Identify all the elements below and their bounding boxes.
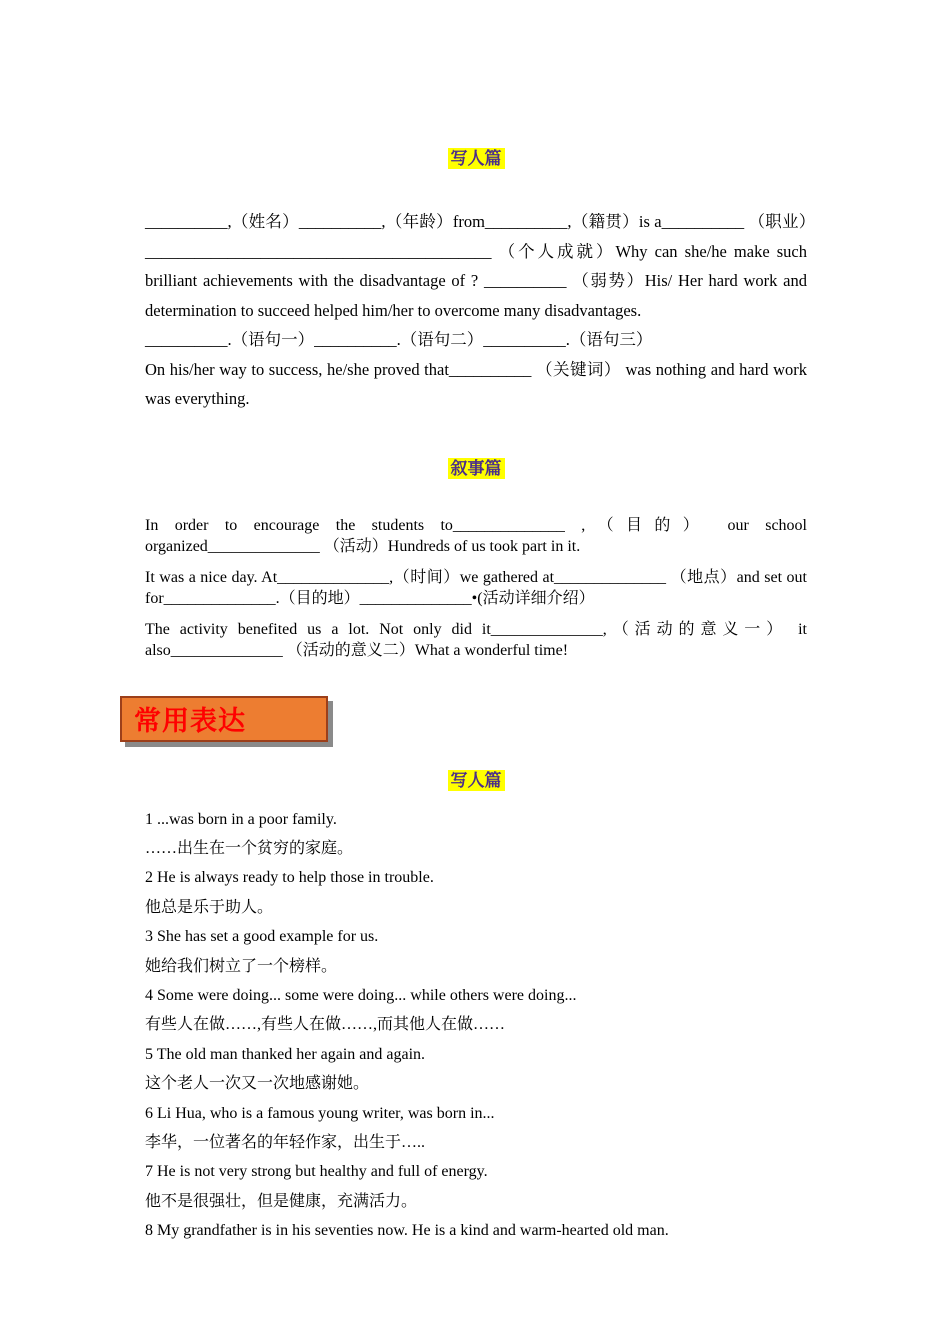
expression-zh: ……出生在一个贫穷的家庭。: [145, 839, 354, 857]
expressions-list: [145, 805, 807, 1246]
person-template-block: [145, 207, 807, 414]
expression-en: 3 She has set a good example for us.: [145, 928, 379, 946]
expression-zh: 这个老人一次又一次地感谢她。: [145, 1075, 370, 1093]
narrative-template-block: [145, 515, 807, 662]
common-expressions-box-label: 常用表达: [134, 706, 246, 736]
narrative-template-paragraph-3: The activity benefited us a lot. Not only did it______________,（活动的意义一） it also______________ （活动的意义二）What a wonderful time!: [145, 620, 807, 659]
section-header-people-expressions: [145, 766, 807, 791]
section-header-people-expressions-label: 写人篇: [448, 770, 505, 791]
narrative-template-paragraph-2: It was a nice day. At______________,（时间）we gathered at______________ （地点）and set out for______________.（目的地）______________•(活动详细介绍）: [145, 568, 807, 607]
expression-zh: 他不是很强壮，但是健康，充满活力。: [145, 1192, 418, 1210]
expression-zh: 有些人在做……,有些人在做……,而其他人在做……: [145, 1016, 506, 1034]
expression-en: 7 He is not very strong but healthy and full of energy.: [145, 1163, 488, 1181]
person-template-paragraph-3: On his/her way to success, he/she proved that__________ （关键词） was nothing and hard work was everything.: [145, 359, 807, 408]
common-expressions-box: [120, 696, 328, 742]
expression-en: 6 Li Hua, who is a famous young writer, was born in...: [145, 1104, 495, 1122]
expression-en: 1 ...was born in a poor family.: [145, 810, 337, 828]
narrative-template-paragraph-1: In order to encourage the students to______________ ,（目的） our school organized______________ （活动）Hundreds of us took part in it.: [145, 516, 807, 555]
person-template-paragraph-1: __________,（姓名）__________,（年龄）from__________,（籍贯）is a__________ （职业）__________________________________________ （个人成就）Why can she/he make such brilliant achievements with the disadvantage of ? __________ （弱势）His/ Her hard work and determination to succeed helped him/her to overcome many disadvantages.: [145, 212, 807, 320]
section-header-people-template-label: 写人篇: [448, 148, 505, 169]
expression-en: 2 He is always ready to help those in trouble.: [145, 869, 434, 887]
expression-zh: 她给我们树立了一个榜样。: [145, 957, 338, 975]
expression-en: 8 My grandfather is in his seventies now. He is a kind and warm-hearted old man.: [145, 1222, 669, 1240]
expression-zh: 他总是乐于助人。: [145, 898, 274, 916]
person-template-paragraph-2: __________.（语句一）__________.（语句二）__________.（语句三）: [145, 330, 653, 349]
section-header-narrative-template-label: 叙事篇: [448, 458, 505, 479]
section-header-narrative-template: [145, 454, 807, 479]
expression-en: 4 Some were doing... some were doing... while others were doing...: [145, 986, 577, 1004]
section-header-people-template: [145, 0, 807, 169]
expression-zh: 李华，一位著名的年轻作家，出生于…..: [145, 1133, 426, 1151]
expression-en: 5 The old man thanked her again and again.: [145, 1045, 426, 1063]
